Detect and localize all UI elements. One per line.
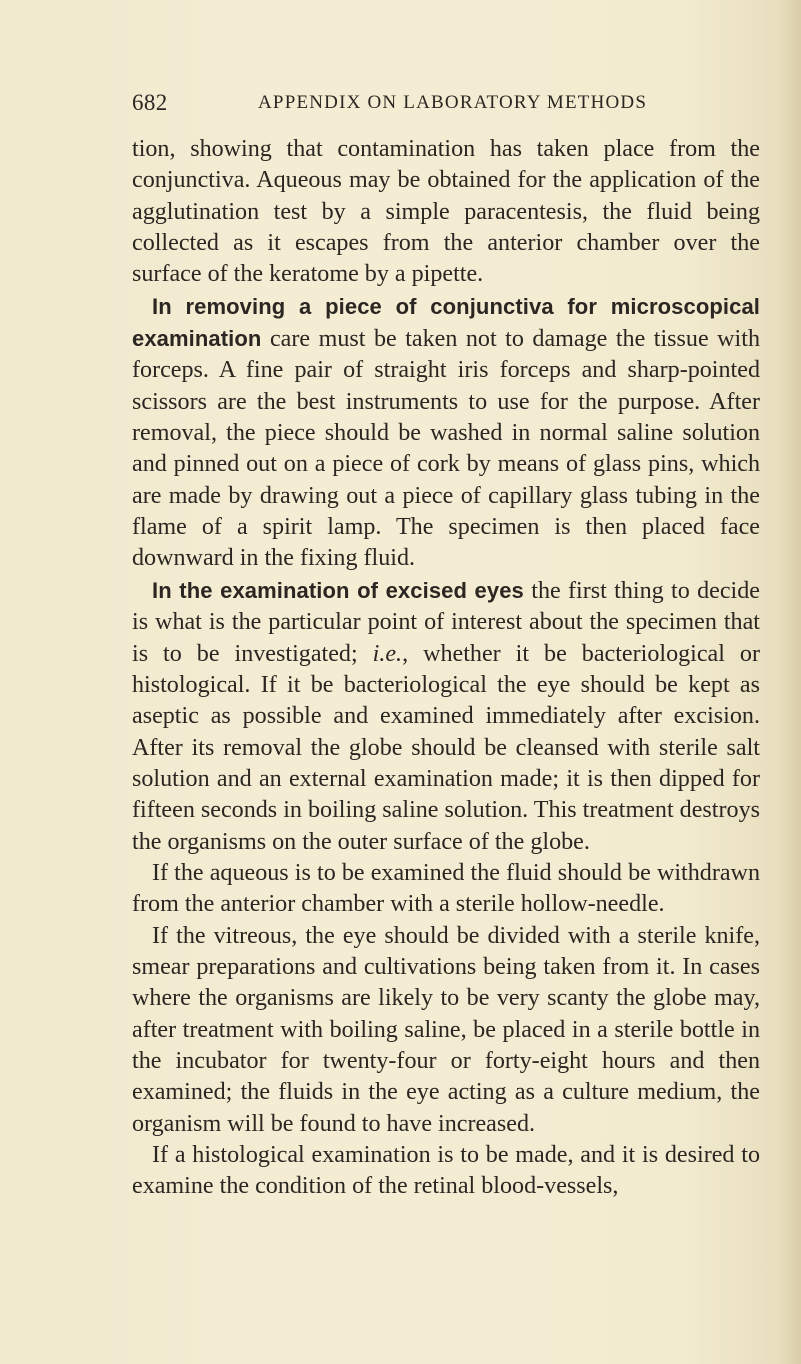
- paragraph-2-lead: In removing a piece of conjunctiva for microscopical examination: [132, 293, 760, 352]
- paragraph-4-text: If the aqueous is to be examined the fluid should be withdrawn from the anterior chamber with a sterile hollow-needle.: [132, 859, 760, 918]
- paragraph-4: [132, 858, 760, 921]
- paragraph-1: [132, 134, 760, 291]
- body-text: [132, 134, 760, 1203]
- paragraph-3-text-before: the first thing to decide is what is the particular point of interest about the specimen that is to be investigated;: [132, 577, 760, 667]
- paragraph-2-text: care must be taken not to damage the tissue with forceps. A fine pair of straight iris forceps and sharp-pointed scissors are the best instruments to use for the purpose. After removal, the piece should be washed in normal saline solution and pinned out on a piece of cork by means of glass pins, which are made by drawing out a piece of capillary glass tubing in the flame of a spirit lamp. The specimen is then placed face downward in the fixing fluid.: [132, 326, 760, 572]
- paragraph-3-italic: i.e.: [372, 640, 403, 667]
- paragraph-6: [132, 1140, 760, 1203]
- paragraph-5: [132, 921, 760, 1140]
- paragraph-3-text-after: , whether it be bacteriological or histological. If it be bacteriological the eye should be kept as aseptic as possible and examined immediately after excision. After its removal the globe should be cleansed with sterile salt solution and an external examination made; it is then dipped for fifteen seconds in boiling saline solution. This treatment destroys the organisms on the outer surface of the globe.: [132, 640, 761, 855]
- running-head: APPENDIX ON LABORATORY METHODS: [258, 92, 648, 113]
- paragraph-3: [132, 575, 760, 858]
- paragraph-2: [132, 291, 760, 575]
- paragraph-6-text: If a histological examination is to be made, and it is desired to examine the condition of the retinal blood-vessels,: [132, 1142, 760, 1200]
- paragraph-5-text: If the vitreous, the eye should be divided with a sterile knife, smear preparations and cultivations being taken from it. In cases where the organisms are likely to be very scanty the globe may, after treatment with boiling saline, be placed in a sterile bottle in the incubator for twenty-four or forty-eight hours and then examined; the fluids in the eye acting as a culture medium, the organism will be found to have increased.: [132, 922, 760, 1137]
- paragraph-3-lead: In the examination of excised eyes: [152, 577, 524, 603]
- page-number: 682: [132, 90, 168, 115]
- page-header: [132, 90, 752, 120]
- paragraph-1-text: tion, showing that contamination has taken place from the conjunctiva. Aqueous may be obtained for the application of the agglutination test by a simple paracentesis, the fluid being collected as it escapes from the anterior chamber over the surface of the keratome by a pipette.: [132, 136, 760, 288]
